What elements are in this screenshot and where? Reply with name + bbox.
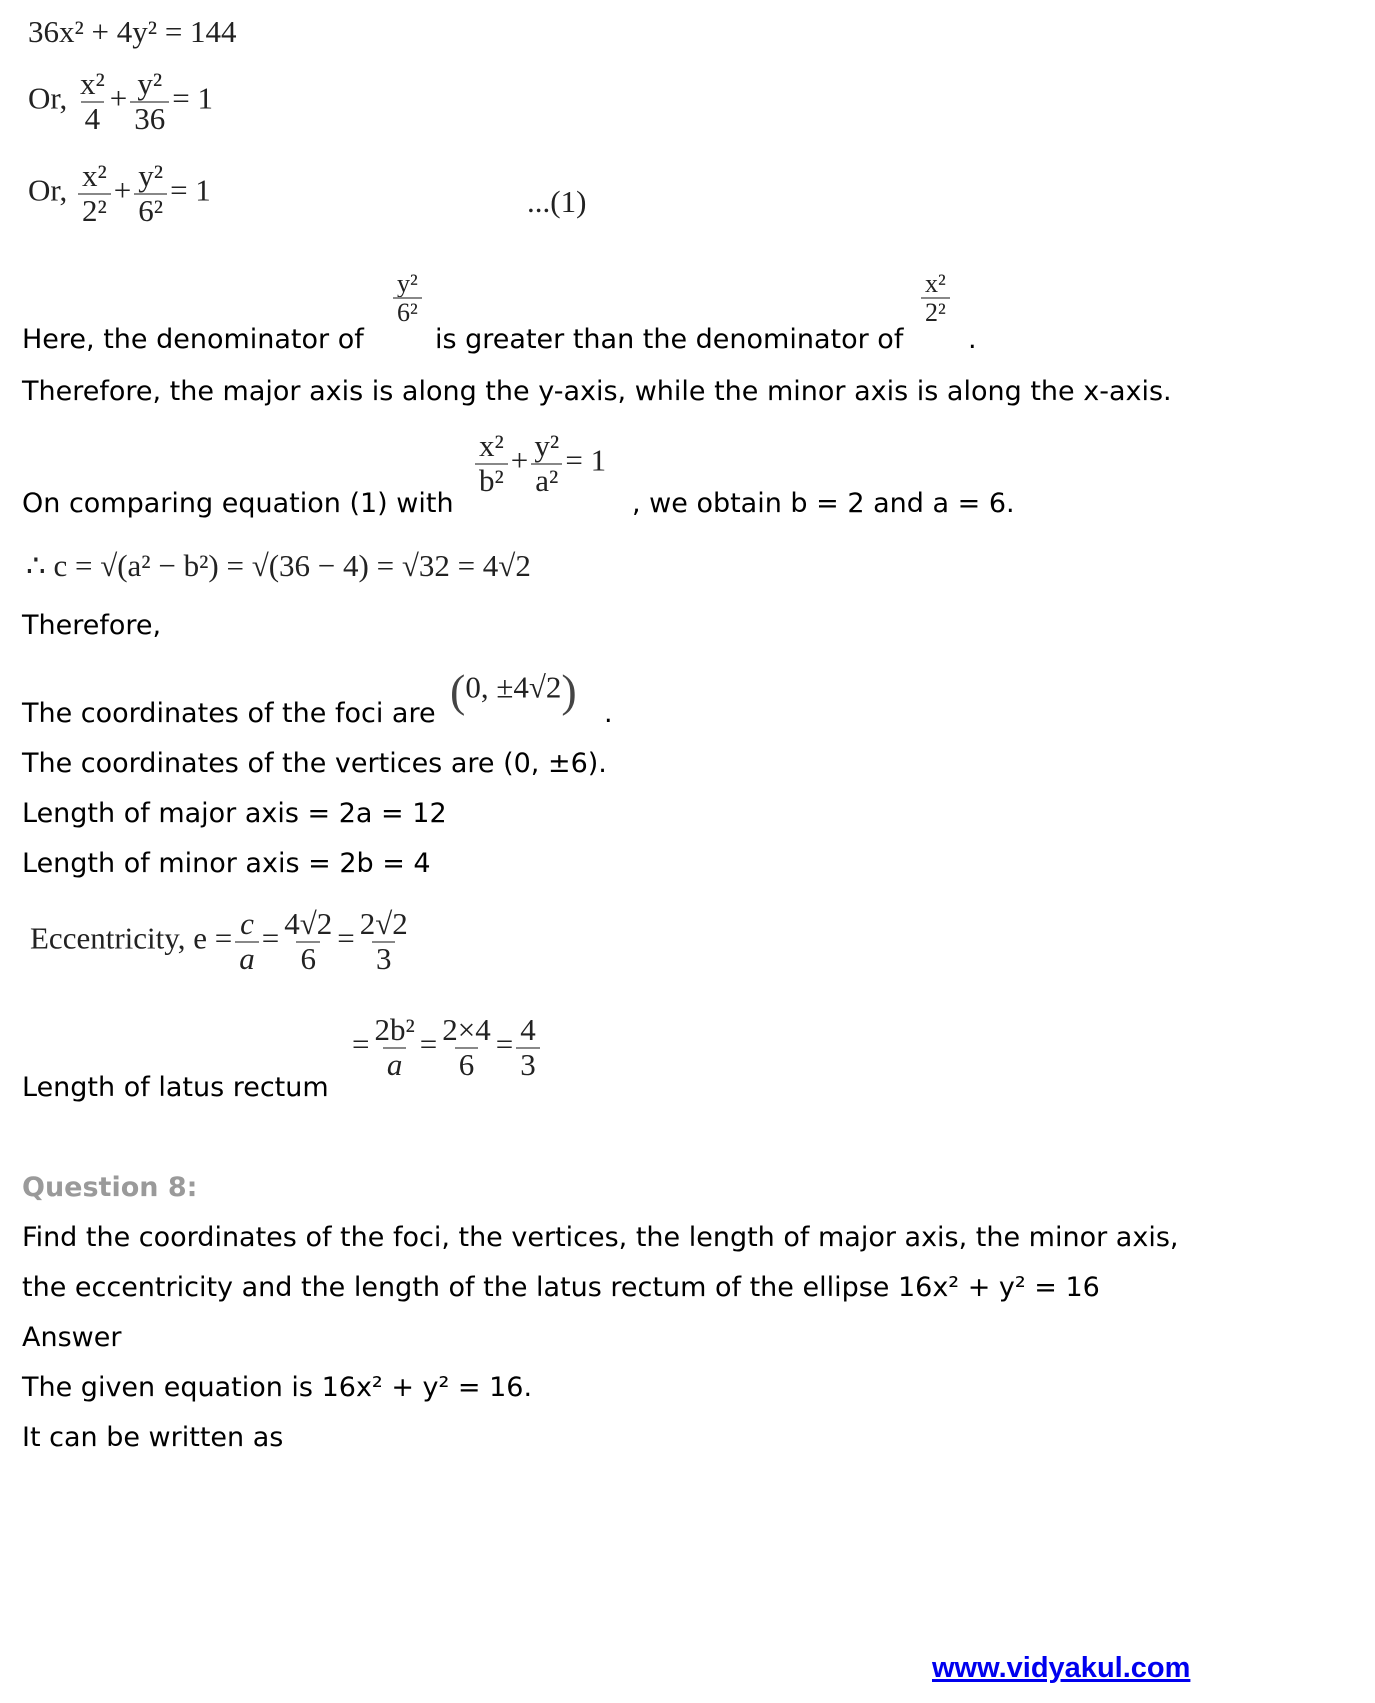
fraction-y2-over-36: $\frac{\text{y²}}{36}$ [130,68,169,135]
denominator-comparison-cont: is greater than the denominator of [435,324,904,355]
eccentricity-equation: Eccentricity, e = $\frac{c}{a}$ = $\frac{4√2}{6}$ = $\frac{2√2}{3}$ [30,906,408,976]
minor-axis-text: Length of minor axis = 2b = 4 [22,848,431,879]
equation-step-2: Or, $\frac{\text{x²}}{\text{2²}}$ + $\frac{\text{y²}}{\text{6²}}$ = 1 [28,158,211,228]
fraction-x2-over-4: $\frac{\text{x²}}{4}$ [79,66,105,136]
therefore-label: Therefore, [22,610,162,641]
axis-conclusion: Therefore, the major axis is along the y-axis, while the minor axis is along the x-axis. [22,376,1172,407]
fraction-x2-over-2sq-inline: $\frac{\text{x²}}{\text{2²}}$ [918,270,953,327]
period: . [968,324,977,355]
fraction-y2-over-6sq: $\frac{\text{y²}}{\text{6²}}$ [134,160,167,227]
answer-label: Answer [22,1322,122,1353]
latus-rectum-label: Length of latus rectum [22,1072,329,1103]
given-equation-text: The given equation is 16x² + y² = 16. [22,1372,533,1403]
eccentricity-label: Eccentricity, e = [30,920,233,956]
major-axis-text: Length of major axis = 2a = 12 [22,798,447,829]
or-label: Or, [28,172,68,208]
foci-text: The coordinates of the foci are [22,698,436,729]
question-heading: Question 8: [22,1172,198,1203]
fraction-x2-over-2sq: $\frac{\text{x²}}{\text{2²}}$ [78,160,111,227]
period: . [604,698,613,729]
comparing-text: On comparing equation (1) with [22,488,454,519]
latus-rectum-equation: = $\frac{\text{2b²}}{a}$ = $\frac{2\times 4}{6}$ = $\frac{4}{3}$ [352,1014,543,1081]
foci-value: 0, ±4√2 [465,669,562,705]
vertices-text: The coordinates of the vertices are (0, ±6). [22,748,607,779]
c-calculation: ∴ c = √(a² − b²) = √(36 − 4) = √32 = 4√2 [26,548,531,583]
denominator-comparison: Here, the denominator of [22,324,364,355]
question-text-line-1: Find the coordinates of the foci, the vertices, the length of major axis, the minor axis, [22,1222,1179,1253]
equation-step-1: Or, $\frac{\text{x²}}{4}$ + $\frac{\text{y²}}{36}$ = 1 [28,66,213,136]
fraction-y2-over-6sq-inline: $\frac{\text{y²}}{\text{6²}}$ [390,270,425,327]
vidyakul-link[interactable]: www.vidyakul.com [932,1652,1191,1684]
standard-form-equation: $\frac{\text{x²}}{\text{b²}}$ + $\frac{\text{y²}}{\text{a²}}$ = 1 [472,430,606,497]
equation-reference: ...(1) [527,184,587,219]
or-label: Or, [28,80,68,116]
equation-given: 36x² + 4y² = 144 [28,14,237,49]
foci-value-wrap: (0, ±4√2) [450,665,577,716]
question-text-line-2: the eccentricity and the length of the latus rectum of the ellipse 16x² + y² = 16 [22,1272,1100,1303]
written-as-text: It can be written as [22,1422,284,1453]
comparing-result: , we obtain b = 2 and a = 6. [632,488,1015,519]
